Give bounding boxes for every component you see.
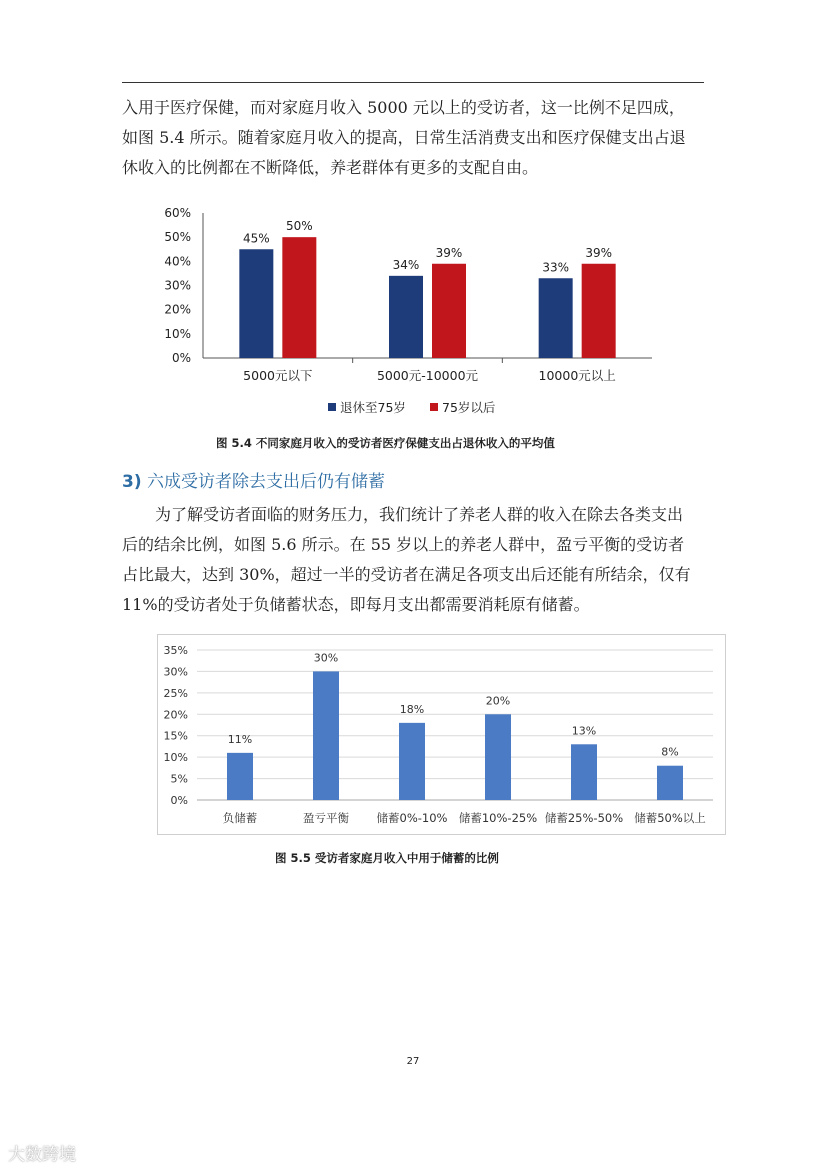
paragraph-line: 休收入的比例都在不断降低，养老群体有更多的支配自由。 <box>122 158 539 177</box>
bar <box>582 264 616 358</box>
paragraph-1 <box>122 93 704 183</box>
legend-label: 75岁以后 <box>442 400 496 415</box>
y-tick-label: 20% <box>164 302 191 317</box>
paragraph-2 <box>122 500 704 620</box>
header-rule <box>122 82 704 83</box>
paragraph-line: 如图 5.4 所示。随着家庭月收入的提高，日常生活消费支出和医疗保健支出占退 <box>122 128 686 147</box>
legend-label: 退休至75岁 <box>340 400 406 415</box>
bar <box>282 237 316 358</box>
bar <box>657 766 683 800</box>
bar <box>571 744 597 800</box>
y-tick-label: 50% <box>164 230 191 245</box>
data-label: 30% <box>313 651 339 665</box>
x-tick-label: 5000元以下 <box>243 368 313 383</box>
paragraph-line: 入用于医疗保健，而对家庭月收入 5000 元以上的受访者，这一比例不足四成， <box>122 98 685 117</box>
x-tick-label: 负储蓄 <box>222 811 258 825</box>
x-tick-label: 储蓄50%以上 <box>634 811 706 825</box>
page-number: 27 <box>406 1056 420 1067</box>
data-label: 11% <box>227 732 253 746</box>
legend-swatch <box>430 403 438 411</box>
paragraph-line: 为了解受访者面临的财务压力，我们统计了养老人群的收入在除去各类支出 <box>155 505 684 524</box>
bar <box>485 714 511 800</box>
bar <box>389 276 423 358</box>
section-heading <box>122 467 385 492</box>
bar <box>399 723 425 800</box>
paragraph-line: 11%的受访者处于负储蓄状态，即每月支出都需要消耗原有储蓄。 <box>122 595 590 614</box>
data-label: 20% <box>485 694 511 708</box>
watermark-logo: 大数跨境 <box>8 1145 76 1165</box>
data-label: 39% <box>585 245 613 260</box>
bar <box>313 671 339 800</box>
data-label: 50% <box>285 219 313 234</box>
bar <box>539 278 573 358</box>
y-tick-label: 0% <box>171 351 191 365</box>
x-tick-label: 5000元-10000元 <box>376 368 479 383</box>
paragraph-line: 占比最大，达到 30%，超过一半的受访者在满足各项支出后还能有所结余，仅有 <box>122 565 691 584</box>
bar <box>432 264 466 358</box>
section-title: 六成受访者除去支出后仍有储蓄 <box>147 472 386 492</box>
data-label: 34% <box>392 257 420 272</box>
y-tick-label: 0% <box>170 794 188 807</box>
figure-5-5-bar-chart <box>157 634 727 836</box>
y-tick-label: 15% <box>163 729 188 743</box>
figure-5-5-caption: 图 5.5 受访者家庭月收入中用于储蓄的比例 <box>275 851 499 865</box>
data-label: 8% <box>661 745 679 759</box>
x-tick-label: 10000元以上 <box>538 368 616 383</box>
y-tick-label: 60% <box>164 206 191 220</box>
x-tick-label: 储蓄25%-50% <box>544 811 624 825</box>
y-tick-label: 25% <box>163 686 188 700</box>
y-tick-label: 35% <box>163 644 188 657</box>
y-tick-label: 10% <box>163 751 188 765</box>
legend-swatch <box>328 403 336 411</box>
data-label: 39% <box>435 245 463 260</box>
data-label: 18% <box>399 702 425 716</box>
section-number: 3) <box>122 472 142 492</box>
x-tick-label: 储蓄0%-10% <box>376 811 448 825</box>
bar <box>227 753 253 800</box>
y-tick-label: 30% <box>164 278 191 293</box>
data-label: 45% <box>242 231 270 246</box>
data-label: 33% <box>542 260 570 275</box>
x-tick-label: 储蓄10%-25% <box>458 811 538 825</box>
y-tick-label: 40% <box>164 254 191 269</box>
paragraph-line: 后的结余比例，如图 5.6 所示。在 55 岁以上的养老人群中，盈亏平衡的受访者 <box>122 535 685 554</box>
y-tick-label: 5% <box>170 772 188 786</box>
figure-5-4-caption: 图 5.4 不同家庭月收入的受访者医疗保健支出占退休收入的平均值 <box>216 436 555 450</box>
bar <box>239 249 273 358</box>
y-tick-label: 30% <box>163 665 188 679</box>
data-label: 13% <box>571 724 597 738</box>
y-tick-label: 20% <box>163 708 188 722</box>
y-tick-label: 10% <box>164 326 191 341</box>
x-tick-label: 盈亏平衡 <box>303 811 349 825</box>
figure-5-4-bar-chart <box>150 198 670 428</box>
